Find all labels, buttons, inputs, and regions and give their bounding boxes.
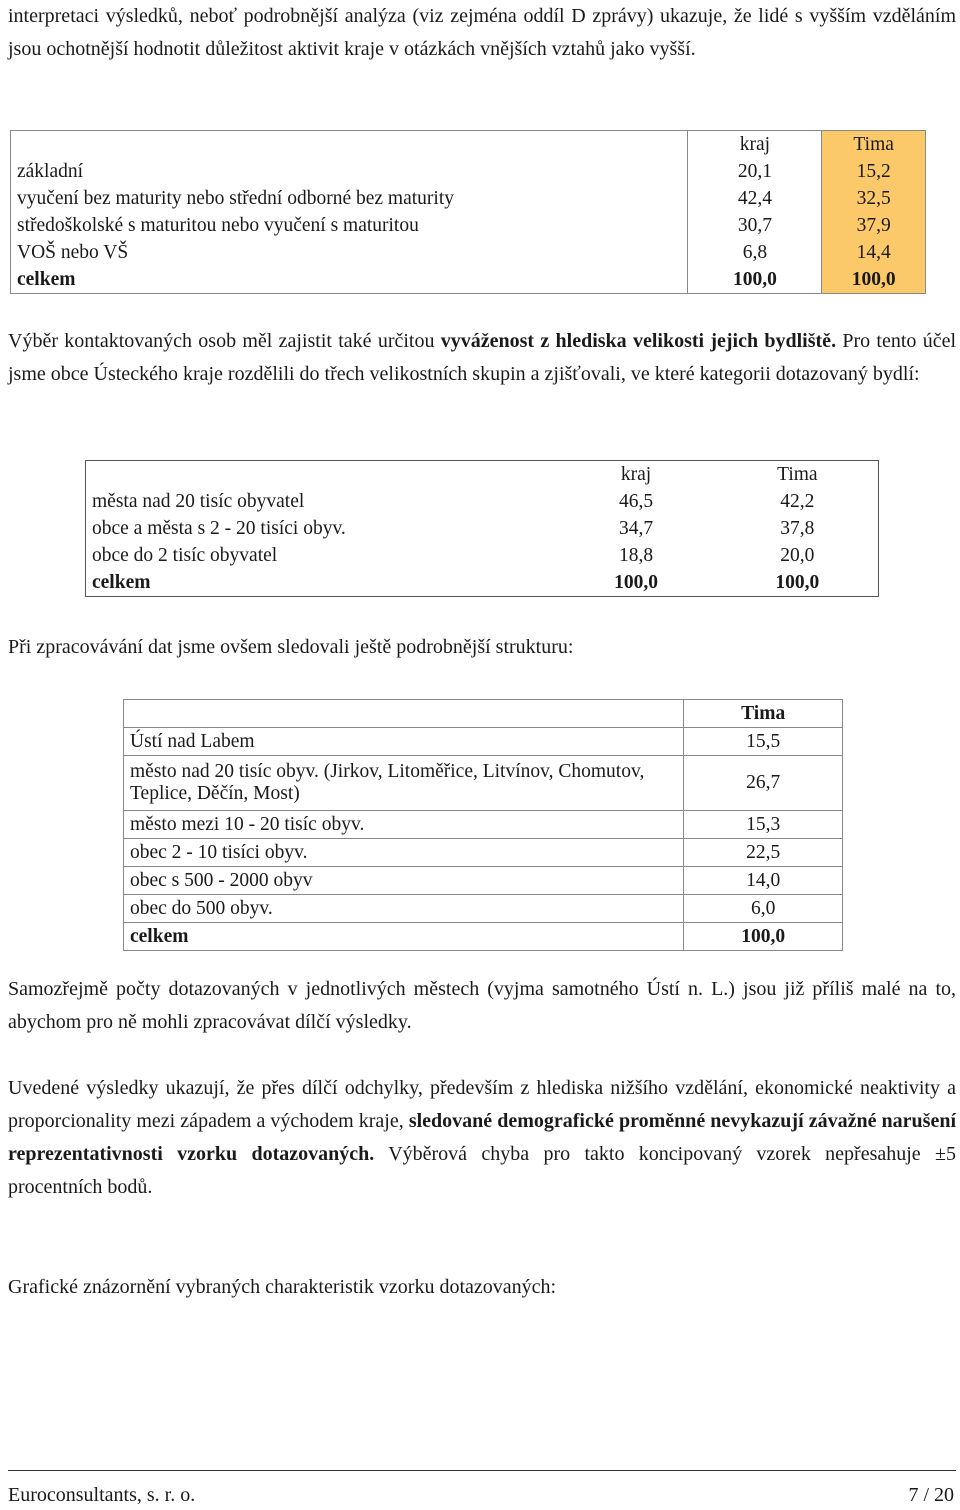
- cell-value: 42,4: [688, 185, 822, 212]
- table-header-cell: kraj: [688, 131, 822, 159]
- cell-value: 34,7: [618, 517, 654, 539]
- detail-table: [123, 699, 843, 951]
- row-label: VOŠ nebo VŠ: [17, 241, 129, 263]
- small-counts-paragraph: Samozřejmě počty dotazovaných v jednotlivých městech (vyjma samotného Ústí n. L.) jsou již příliš malé na to, abychom pro ně mohli zpracovávat dílčí výsledky.: [8, 978, 956, 1033]
- table-row: [11, 239, 926, 266]
- row-label: obce a města s 2 - 20 tisíci obyv.: [92, 517, 346, 539]
- table-row: [86, 488, 879, 515]
- table-row: [86, 515, 879, 542]
- education-table: [10, 130, 926, 294]
- footer-company: Euroconsultants, s. r. o.: [8, 1484, 196, 1506]
- cell-value: 15,2: [822, 158, 926, 185]
- row-label: obec do 500 obyv.: [124, 895, 684, 923]
- row-label: vyučení bez maturity nebo střední odborné bez maturity: [17, 187, 454, 209]
- row-label: město nad 20 tisíc obyv. (Jirkov, Litoměřice, Litvínov, Chomutov, Teplice, Děčín, Most): [124, 756, 684, 811]
- table-row: [11, 212, 926, 239]
- row-label: Ústí nad Labem: [124, 728, 684, 756]
- settlement-table: [85, 460, 879, 597]
- cell-value: 14,0: [684, 867, 843, 895]
- cell-value: 100,0: [822, 266, 926, 294]
- row-label: středoškolské s maturitou nebo vyučení s maturitou: [17, 214, 419, 236]
- cell-value: 42,2: [780, 490, 815, 512]
- results-bold-text: sledované demografické proměnné nevykazují závažné narušení reprezentativnosti vzorku dotazovaných.: [8, 1110, 957, 1165]
- selection-paragraph: [8, 325, 956, 391]
- cell-value: 22,5: [684, 839, 843, 867]
- results-text-2: Výběrová chyba pro takto koncipovaný vzorek nepřesahuje ±5 procentních bodů.: [8, 1143, 956, 1198]
- table-header-cell: Tima: [822, 131, 926, 159]
- table-row: [11, 158, 926, 185]
- row-label: města nad 20 tisíc obyvatel: [92, 490, 305, 512]
- structure-paragraph: Při zpracovávání dat jsme ovšem sledovali ještě podrobnější strukturu:: [8, 636, 574, 658]
- cell-value: 37,9: [822, 212, 926, 239]
- cell-value: 46,5: [618, 490, 654, 512]
- table-header-cell: Tima: [777, 463, 818, 485]
- cell-value: 100,0: [614, 571, 658, 593]
- row-label: celkem: [17, 268, 76, 290]
- selection-bold-text: vyváženost z hlediska velikosti jejich bydliště.: [440, 330, 837, 352]
- intro-paragraph: interpretaci výsledků, neboť podrobnější analýza (viz zejména oddíl D zprávy) ukazuje, že lidé s vyšším vzděláním jsou ochotnější hodnotit důležitost aktivit kraje v otázkách vnějších vztahů jako vyšší.: [8, 5, 956, 60]
- results-text-1: Uvedené výsledky ukazují, že přes dílčí odchylky, především z hlediska nižšího vzdělání, ekonomické neaktivity a proporcionality mezi západem a východem kraje,: [8, 1077, 956, 1132]
- table-header-cell: kraj: [620, 463, 652, 485]
- row-label: celkem: [124, 923, 684, 951]
- graphic-intro-paragraph: Grafické znázornění vybraných charakteristik vzorku dotazovaných:: [8, 1276, 557, 1298]
- cell-value: 100,0: [688, 266, 822, 294]
- row-label: celkem: [92, 571, 151, 593]
- table-total-row: [86, 569, 879, 597]
- table-row: [11, 185, 926, 212]
- cell-value: 32,5: [822, 185, 926, 212]
- table-row: [124, 867, 843, 895]
- table-header-row: [11, 131, 926, 159]
- cell-value: 26,7: [684, 756, 843, 811]
- cell-value: 6,0: [684, 895, 843, 923]
- table-row: [124, 728, 843, 756]
- table-total-row: [124, 923, 843, 951]
- footer-page-number: 7 / 20: [908, 1484, 954, 1506]
- cell-value: 20,1: [688, 158, 822, 185]
- table-header-cell: [11, 131, 688, 159]
- row-label: město mezi 10 - 20 tisíc obyv.: [124, 811, 684, 839]
- table-row: [124, 811, 843, 839]
- footer-divider: [8, 1470, 956, 1471]
- results-paragraph: [8, 1072, 956, 1204]
- table-row: [124, 895, 843, 923]
- cell-value: 6,8: [688, 239, 822, 266]
- cell-value: 100,0: [684, 923, 843, 951]
- table-total-row: [11, 266, 926, 294]
- cell-value: 30,7: [688, 212, 822, 239]
- cell-value: 18,8: [618, 544, 654, 566]
- selection-text-1: Výběr kontaktovaných osob měl zajistit také určitou: [8, 330, 441, 352]
- cell-value: 14,4: [822, 239, 926, 266]
- row-label: základní: [17, 160, 84, 182]
- table-header-cell: Tima: [684, 700, 843, 728]
- table-header-row: [124, 700, 843, 728]
- row-label: obce do 2 tisíc obyvatel: [92, 544, 278, 566]
- table-header-cell: [86, 461, 556, 489]
- table-header-cell: [124, 700, 684, 728]
- cell-value: 20,0: [780, 544, 815, 566]
- table-row: [124, 839, 843, 867]
- selection-text-2: Pro tento účel jsme obce Ústeckého kraje rozdělili do třech velikostních skupin a zjišťovali, ve které kategorii dotazovaný bydlí:: [8, 330, 957, 385]
- cell-value: 100,0: [775, 571, 820, 593]
- cell-value: 15,3: [684, 811, 843, 839]
- cell-value: 37,8: [780, 517, 815, 539]
- row-label: obec 2 - 10 tisíci obyv.: [124, 839, 684, 867]
- table-row: [124, 756, 843, 811]
- table-header-row: [86, 461, 879, 489]
- table-row: [86, 542, 879, 569]
- row-label: obec s 500 - 2000 obyv: [124, 867, 684, 895]
- cell-value: 15,5: [684, 728, 843, 756]
